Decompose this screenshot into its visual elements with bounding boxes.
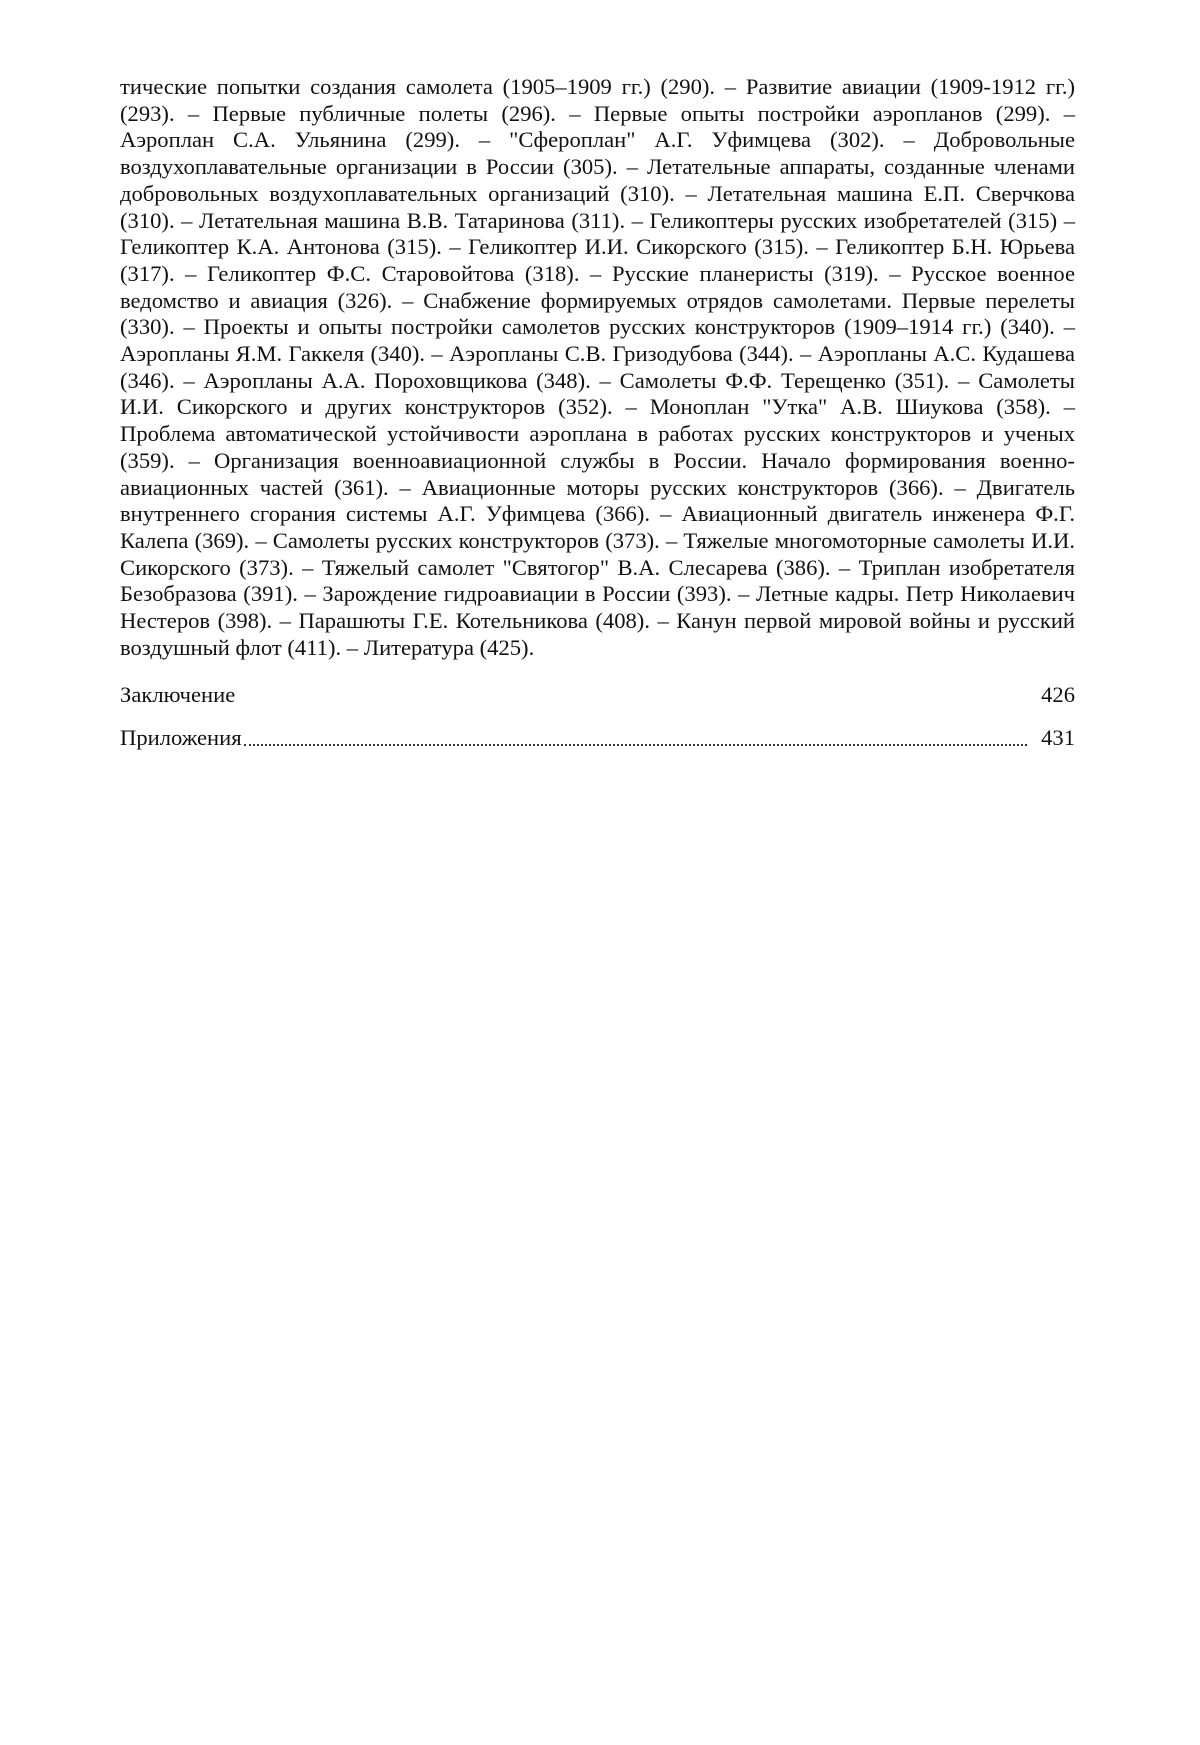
toc-entry-appendices — [120, 724, 1075, 752]
toc-entry-conclusion — [120, 681, 1075, 709]
toc-dot-leader — [244, 743, 1027, 746]
toc-entry-page: 431 — [1041, 725, 1075, 751]
toc-entry-page: 426 — [1041, 682, 1075, 708]
table-of-contents — [120, 74, 1075, 752]
toc-entry-title: Заключение — [120, 682, 236, 708]
toc-leader-space — [237, 702, 1027, 703]
toc-chapter-summary: тические попытки создания самолета (1905–1909 гг.) (290). – Развитие авиации (1909-1912 гг.) (293). – Первые публичные полеты (296). – Первые опыты постройки аэропланов (299). – Аэроплан С.А. Ульянина (299). – "Сфероплан" А.Г. Уфимцева (302). – Добровольные воздухоплавательные организации в России (305). – Летательные аппараты, созданные членами добровольных воздухоплавательных организаций (310). – Летательная машина Е.П. Сверчкова (310). – Летательная машина В.В. Татаринова (311). – Геликоптеры русских изобретателей (315) – Геликоптер К.А. Антонова (315). – Геликоптер И.И. Сикорского (315). – Геликоптер Б.Н. Юрьева (317). – Геликоптер Ф.С. Старовойтова (318). – Русские планеристы (319). – Русское военное ведомство и авиация (326). – Снабжение формируемых отрядов самолетами. Первые перелеты (330). – Проекты и опыты постройки самолетов русских конструкторов (1909–1914 гг.) (340). – Аэропланы Я.М. Гаккеля (340). – Аэропланы С.В. Гризодубова (344). – Аэропланы А.С. Кудашева (346). – Аэропланы А.А. Пороховщикова (348). – Самолеты Ф.Ф. Терещенко (351). – Самолеты И.И. Сикорского и других конструкторов (352). – Моноплан "Утка" А.В. Шиукова (358). – Проблема автоматической устойчивости аэроплана в работах русских конструкторов и ученых (359). – Организация военноавиационной службы в России. Начало формирования военно-авиационных частей (361). – Авиационные моторы русских конструкторов (366). – Двигатель внутреннего сгорания системы А.Г. Уфимцева (366). – Авиационный двигатель инженера Ф.Г. Калепа (369). – Самолеты русских конструкторов (373). – Тяжелые многомоторные самолеты И.И. Сикорского (373). – Тяжелый самолет "Святогор" В.А. Слесарева (386). – Триплан изобретателя Безобразова (391). – Зарождение гидроавиации в России (393). – Летные кадры. Петр Николаевич Нестеров (398). – Парашюты Г.Е. Котельникова (408). – Канун первой мировой войны и русский воздушный флот (411). – Литература (425). — [120, 74, 1075, 660]
toc-entry-title: Приложения — [120, 725, 242, 751]
